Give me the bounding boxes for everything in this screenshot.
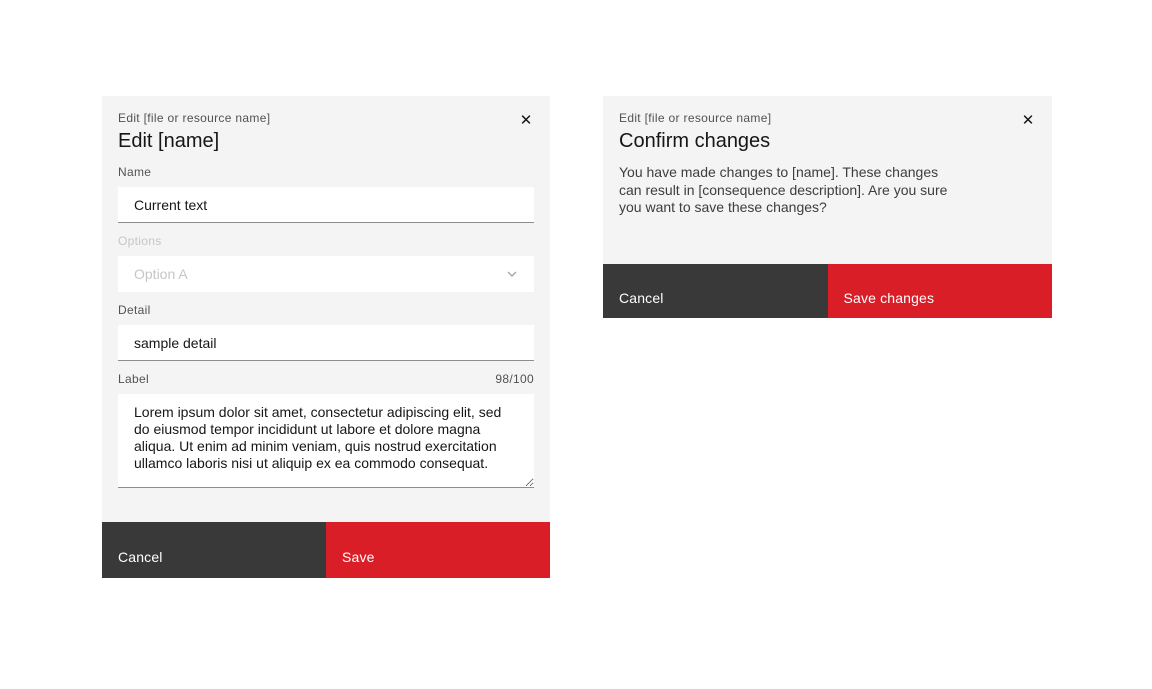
modal-context-label: Edit [file or resource name] bbox=[118, 111, 271, 125]
modal-title: Edit [name] bbox=[118, 130, 220, 152]
name-field-row bbox=[118, 164, 534, 223]
description-textarea[interactable] bbox=[118, 394, 534, 488]
close-icon: ✕ bbox=[519, 111, 533, 129]
cancel-button[interactable]: Cancel bbox=[603, 264, 828, 318]
confirm-modal-body bbox=[603, 154, 1052, 264]
confirm-modal bbox=[603, 96, 1052, 318]
close-button[interactable] bbox=[1004, 96, 1052, 144]
detail-input[interactable] bbox=[118, 325, 534, 361]
options-dropdown-value bbox=[118, 256, 534, 292]
edit-modal-body bbox=[102, 154, 550, 522]
confirm-modal-header bbox=[603, 96, 1052, 154]
options-dropdown bbox=[118, 256, 534, 292]
confirm-body-text: You have made changes to [name]. These changes can result in [consequence description]. Are you sure you want to save these changes? bbox=[619, 164, 948, 215]
edit-modal bbox=[102, 96, 550, 578]
edit-modal-header bbox=[102, 96, 550, 154]
modal-title: Confirm changes bbox=[619, 130, 771, 152]
name-input[interactable] bbox=[118, 187, 534, 223]
cancel-button[interactable]: Cancel bbox=[102, 522, 326, 578]
options-field-label: Options bbox=[118, 234, 162, 248]
char-counter: 98/100 bbox=[495, 372, 534, 386]
description-field-row bbox=[118, 371, 534, 488]
confirm-modal-footer bbox=[603, 264, 1052, 318]
detail-field-row bbox=[118, 302, 534, 361]
detail-field-label: Detail bbox=[118, 303, 151, 317]
close-icon: ✕ bbox=[1021, 111, 1035, 129]
close-button[interactable] bbox=[502, 96, 550, 144]
name-field-label: Name bbox=[118, 165, 152, 179]
options-field-row bbox=[118, 233, 534, 292]
save-button[interactable]: Save bbox=[326, 522, 550, 578]
edit-modal-footer bbox=[102, 522, 550, 578]
save-changes-button[interactable]: Save changes bbox=[828, 264, 1053, 318]
description-field-label: Label 98/100 bbox=[118, 372, 534, 386]
modal-context-label: Edit [file or resource name] bbox=[619, 111, 772, 125]
